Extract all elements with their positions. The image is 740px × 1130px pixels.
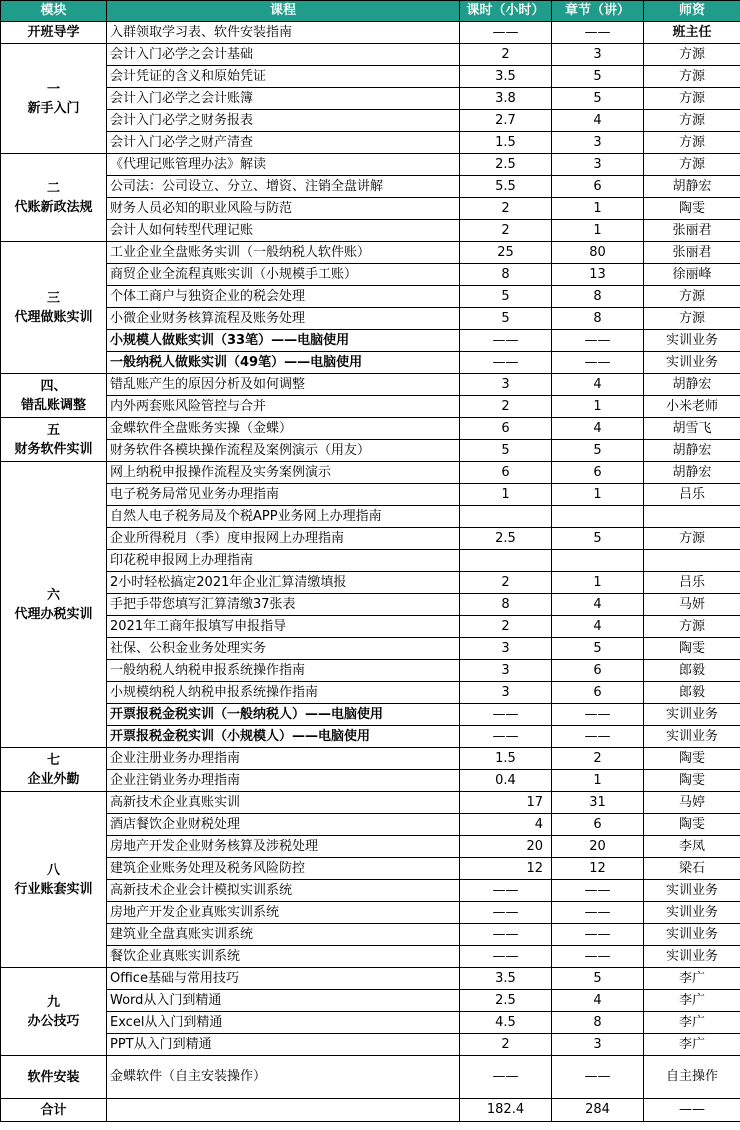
course-cell: 企业注销业务办理指南 [107, 770, 460, 792]
chapters-cell: —— [552, 946, 644, 968]
chapters-cell: 13 [552, 264, 644, 286]
hours-cell: 2.5 [460, 528, 552, 550]
chapters-cell: 4 [552, 616, 644, 638]
hours-cell: 2.5 [460, 990, 552, 1012]
chapters-cell: 8 [552, 286, 644, 308]
teacher-cell: 马婷 [644, 792, 740, 814]
course-cell: Office基础与常用技巧 [107, 968, 460, 990]
hours-cell: 4.5 [460, 1012, 552, 1034]
module-number: 三 [46, 290, 60, 306]
hours-cell: —— [460, 924, 552, 946]
hours-cell: —— [460, 902, 552, 924]
module-number: 九 [46, 994, 60, 1010]
chapters-cell: —— [552, 1056, 644, 1099]
hours-cell: 5.5 [460, 176, 552, 198]
table-row [1, 264, 740, 286]
module-cell [1, 792, 107, 968]
teacher-cell: 张丽君 [644, 242, 740, 264]
chapters-cell: 5 [552, 66, 644, 88]
module-number: 六 [46, 587, 60, 603]
teacher-cell: 方源 [644, 308, 740, 330]
chapters-cell: 6 [552, 682, 644, 704]
teacher-cell: 实训业务 [644, 924, 740, 946]
table-row [1, 44, 740, 66]
teacher-cell: 胡雪飞 [644, 418, 740, 440]
course-cell: 会计人如何转型代理记账 [107, 220, 460, 242]
hours-cell: 5 [460, 286, 552, 308]
hours-cell: 3.8 [460, 88, 552, 110]
chapters-cell: 5 [552, 528, 644, 550]
teacher-cell: 胡静宏 [644, 440, 740, 462]
hours-cell: —— [460, 880, 552, 902]
course-cell: 小微企业财务核算流程及账务处理 [107, 308, 460, 330]
chapters-cell: 3 [552, 1034, 644, 1056]
hours-cell: 8 [460, 264, 552, 286]
table-row [1, 946, 740, 968]
chapters-cell: 1 [552, 198, 644, 220]
course-cell: 建筑企业账务处理及税务风险防控 [107, 858, 460, 880]
table-row [1, 110, 740, 132]
chapters-cell: 3 [552, 154, 644, 176]
table-body [1, 22, 740, 1122]
hours-cell: 2 [460, 572, 552, 594]
chapters-cell: —— [552, 924, 644, 946]
teacher-cell: 实训业务 [644, 726, 740, 748]
course-cell: 网上纳税申报操作流程及实务案例演示 [107, 462, 460, 484]
chapters-cell: 1 [552, 220, 644, 242]
teacher-cell: 自主操作 [644, 1056, 740, 1099]
module-number: 五 [46, 422, 60, 438]
hours-cell: 3 [460, 682, 552, 704]
chapters-cell [552, 506, 644, 528]
teacher-cell [644, 506, 740, 528]
chapters-cell: 80 [552, 242, 644, 264]
course-cell: 个体工商户与独资企业的税会处理 [107, 286, 460, 308]
table-row [1, 748, 740, 770]
table-row [1, 418, 740, 440]
course-cell: 一般纳税人做账实训（49笔）——电脑使用 [107, 352, 460, 374]
teacher-cell: 方源 [644, 154, 740, 176]
teacher-cell: 实训业务 [644, 902, 740, 924]
table-row [1, 968, 740, 990]
course-cell: 企业注册业务办理指南 [107, 748, 460, 770]
module-name: 企业外勤 [27, 771, 80, 787]
teacher-cell: 马妍 [644, 594, 740, 616]
intro-row [1, 22, 740, 44]
course-cell: 内外两套账风险管控与合并 [107, 396, 460, 418]
chapters-cell [552, 550, 644, 572]
teacher-cell: 实训业务 [644, 880, 740, 902]
table-row [1, 484, 740, 506]
chapters-cell: 1 [552, 770, 644, 792]
header-hours: 课时（小时） [460, 1, 552, 22]
course-cell: 《代理记账管理办法》解读 [107, 154, 460, 176]
course-cell: 会计入门必学之财产清查 [107, 132, 460, 154]
hours-cell: 3 [460, 374, 552, 396]
course-cell: 小规模人做账实训（33笔）——电脑使用 [107, 330, 460, 352]
teacher-cell: 陶雯 [644, 748, 740, 770]
table-row [1, 924, 740, 946]
hours-cell: 12 [460, 858, 552, 880]
header-chapters: 章节（讲） [552, 1, 644, 22]
hours-cell: 5 [460, 308, 552, 330]
hours-cell: 3 [460, 638, 552, 660]
chapters-cell: —— [552, 330, 644, 352]
course-cell: 自然人电子税务局及个税APP业务网上办理指南 [107, 506, 460, 528]
table-row [1, 352, 740, 374]
table-row [1, 594, 740, 616]
chapters-cell: 4 [552, 418, 644, 440]
hours-cell: 2 [460, 198, 552, 220]
chapters-cell: 6 [552, 814, 644, 836]
teacher-cell: 胡静宏 [644, 374, 740, 396]
hours-cell: —— [460, 946, 552, 968]
chapters-cell: 3 [552, 132, 644, 154]
header-teacher: 师资 [644, 1, 740, 22]
course-cell: 公司法：公司设立、分立、增资、注销全盘讲解 [107, 176, 460, 198]
table-row [1, 154, 740, 176]
teacher-cell: 李广 [644, 1034, 740, 1056]
chapters-cell: 12 [552, 858, 644, 880]
course-cell: 商贸企业全流程真账实训（小规模手工账） [107, 264, 460, 286]
course-cell: 酒店餐饮企业财税处理 [107, 814, 460, 836]
hours-cell: —— [460, 726, 552, 748]
course-cell: 财务人员必知的职业风险与防范 [107, 198, 460, 220]
course-cell: 金蝶软件全盘账务实操（金蝶） [107, 418, 460, 440]
course-cell: 印花税申报网上办理指南 [107, 550, 460, 572]
total-hours: 182.4 [460, 1099, 552, 1122]
teacher-cell: 郎毅 [644, 660, 740, 682]
table-row [1, 440, 740, 462]
teacher-cell: 李凤 [644, 836, 740, 858]
hours-cell: —— [460, 704, 552, 726]
teacher-cell: 陶雯 [644, 770, 740, 792]
hours-cell: 3.5 [460, 968, 552, 990]
table-row [1, 660, 740, 682]
teacher-cell: 实训业务 [644, 330, 740, 352]
chapters-cell: 6 [552, 176, 644, 198]
module-number: 一 [46, 81, 60, 97]
table-row [1, 880, 740, 902]
teacher-cell: 方源 [644, 66, 740, 88]
teacher-cell: 陶雯 [644, 638, 740, 660]
course-cell: 一般纳税人纳税申报系统操作指南 [107, 660, 460, 682]
module-cell [1, 748, 107, 792]
chapters-cell: 20 [552, 836, 644, 858]
course-cell: 会计入门必学之会计基础 [107, 44, 460, 66]
teacher-cell [644, 550, 740, 572]
table-row [1, 242, 740, 264]
header-module: 模块 [1, 1, 107, 22]
course-cell: 会计凭证的含义和原始凭证 [107, 66, 460, 88]
module-name: 办公技巧 [27, 1013, 80, 1029]
course-cell: 开票报税金税实训（一般纳税人）——电脑使用 [107, 704, 460, 726]
teacher-cell: 吕乐 [644, 484, 740, 506]
chapters-cell: 4 [552, 594, 644, 616]
chapters-cell: 8 [552, 308, 644, 330]
teacher-cell: 实训业务 [644, 946, 740, 968]
table-row [1, 814, 740, 836]
table-row [1, 550, 740, 572]
teacher-cell: 郎毅 [644, 682, 740, 704]
chapters-cell: 5 [552, 638, 644, 660]
teacher-cell: 方源 [644, 528, 740, 550]
teacher-cell: 陶雯 [644, 814, 740, 836]
chapters-cell: 6 [552, 462, 644, 484]
chapters-cell: 2 [552, 748, 644, 770]
module-cell [1, 154, 107, 242]
teacher-cell: 实训业务 [644, 704, 740, 726]
hours-cell: 3 [460, 660, 552, 682]
chapters-cell: 1 [552, 396, 644, 418]
software-row [1, 1056, 740, 1099]
chapters-cell: —— [552, 22, 644, 44]
hours-cell: 0.4 [460, 770, 552, 792]
hours-cell: 6 [460, 418, 552, 440]
chapters-cell: —— [552, 880, 644, 902]
module-number: 二 [46, 180, 60, 196]
teacher-cell: 李广 [644, 968, 740, 990]
table-row [1, 616, 740, 638]
table-row [1, 858, 740, 880]
table-row [1, 66, 740, 88]
module-cell [1, 242, 107, 374]
chapters-cell: 4 [552, 990, 644, 1012]
hours-cell: 2 [460, 44, 552, 66]
chapters-cell: 31 [552, 792, 644, 814]
course-cell: 房地产开发企业真账实训系统 [107, 902, 460, 924]
header-course: 课程 [107, 1, 460, 22]
table-row [1, 506, 740, 528]
hours-cell: —— [460, 352, 552, 374]
hours-cell: 2 [460, 220, 552, 242]
module-name: 错乱账调整 [20, 397, 86, 413]
chapters-cell: 5 [552, 440, 644, 462]
teacher-cell: 李广 [644, 1012, 740, 1034]
teacher-cell: 方源 [644, 286, 740, 308]
teacher-cell: 方源 [644, 44, 740, 66]
hours-cell: 25 [460, 242, 552, 264]
table-row [1, 396, 740, 418]
course-cell: 房地产开发企业财务核算及涉税处理 [107, 836, 460, 858]
course-cell: 企业所得税月（季）度申报网上办理指南 [107, 528, 460, 550]
table-row [1, 990, 740, 1012]
teacher-cell: 梁石 [644, 858, 740, 880]
table-row [1, 638, 740, 660]
course-cell: 高新技术企业真账实训 [107, 792, 460, 814]
course-cell: Excel从入门到精通 [107, 1012, 460, 1034]
total-chapters: 284 [552, 1099, 644, 1122]
table-row [1, 682, 740, 704]
course-cell: 2021年工商年报填写申报指导 [107, 616, 460, 638]
total-teacher: —— [644, 1099, 740, 1122]
course-cell: PPT从入门到精通 [107, 1034, 460, 1056]
chapters-cell: —— [552, 352, 644, 374]
teacher-cell: 胡静宏 [644, 176, 740, 198]
module-name: 行业账套实训 [14, 881, 93, 897]
course-cell: 高新技术企业会计模拟实训系统 [107, 880, 460, 902]
table-row [1, 572, 740, 594]
course-cell: 建筑业全盘真账实训系统 [107, 924, 460, 946]
course-cell: 开票报税金税实训（小规模人）——电脑使用 [107, 726, 460, 748]
module-name: 财务软件实训 [14, 441, 93, 457]
module-number: 八 [46, 862, 60, 878]
teacher-cell: 方源 [644, 110, 740, 132]
teacher-cell: 方源 [644, 88, 740, 110]
chapters-cell: 4 [552, 374, 644, 396]
hours-cell: 8 [460, 594, 552, 616]
chapters-cell: 6 [552, 660, 644, 682]
hours-cell: 2.5 [460, 154, 552, 176]
course-cell: 错乱账产生的原因分析及如何调整 [107, 374, 460, 396]
module-cell [1, 462, 107, 748]
hours-cell: 1.5 [460, 132, 552, 154]
hours-cell: 1 [460, 484, 552, 506]
table-row [1, 528, 740, 550]
hours-cell: 2 [460, 396, 552, 418]
teacher-cell: 方源 [644, 132, 740, 154]
module-cell [1, 374, 107, 418]
table-row [1, 792, 740, 814]
table-row [1, 726, 740, 748]
table-row [1, 330, 740, 352]
teacher-cell: 胡静宏 [644, 462, 740, 484]
table-row [1, 704, 740, 726]
chapters-cell: 1 [552, 572, 644, 594]
teacher-cell: 方源 [644, 616, 740, 638]
course-cell: 会计入门必学之财务报表 [107, 110, 460, 132]
course-cell: 社保、公积金业务处理实务 [107, 638, 460, 660]
hours-cell [460, 506, 552, 528]
teacher-cell: 小米老师 [644, 396, 740, 418]
hours-cell: 5 [460, 440, 552, 462]
hours-cell: 2.7 [460, 110, 552, 132]
course-cell: 财务软件各模块操作流程及案例演示（用友） [107, 440, 460, 462]
module-name: 代账新政法规 [14, 199, 93, 215]
hours-cell: 4 [460, 814, 552, 836]
course-cell: 小规模纳税人纳税申报系统操作指南 [107, 682, 460, 704]
teacher-cell: 张丽君 [644, 220, 740, 242]
teacher-cell: 班主任 [644, 22, 740, 44]
hours-cell: 2 [460, 616, 552, 638]
course-cell: 电子税务局常见业务办理指南 [107, 484, 460, 506]
chapters-cell: —— [552, 902, 644, 924]
header-row [1, 1, 740, 22]
teacher-cell: 实训业务 [644, 352, 740, 374]
course-cell: 手把手带您填写汇算清缴37张表 [107, 594, 460, 616]
teacher-cell: 吕乐 [644, 572, 740, 594]
table-row [1, 308, 740, 330]
hours-cell: —— [460, 330, 552, 352]
table-row [1, 176, 740, 198]
module-number: 四、 [40, 378, 67, 394]
table-row [1, 88, 740, 110]
table-row [1, 462, 740, 484]
chapters-cell: 5 [552, 968, 644, 990]
teacher-cell: 徐丽峰 [644, 264, 740, 286]
course-cell: 2小时轻松搞定2021年企业汇算清缴填报 [107, 572, 460, 594]
chapters-cell: —— [552, 704, 644, 726]
course-cell: 入群领取学习表、软件安装指南 [107, 22, 460, 44]
total-row [1, 1099, 740, 1122]
table-row [1, 132, 740, 154]
hours-cell: 20 [460, 836, 552, 858]
total-course [107, 1099, 460, 1122]
course-cell: 会计入门必学之会计账簿 [107, 88, 460, 110]
hours-cell: —— [460, 22, 552, 44]
course-cell: 餐饮企业真账实训系统 [107, 946, 460, 968]
module-cell [1, 968, 107, 1056]
hours-cell: 3.5 [460, 66, 552, 88]
chapters-cell: —— [552, 726, 644, 748]
course-cell: 工业企业全盘账务实训（一般纳税人软件账） [107, 242, 460, 264]
module-software: 软件安装 [1, 1056, 107, 1099]
table-row [1, 1034, 740, 1056]
hours-cell [460, 550, 552, 572]
table-row [1, 902, 740, 924]
table-row [1, 220, 740, 242]
course-cell: Word从入门到精通 [107, 990, 460, 1012]
table-row [1, 374, 740, 396]
module-name: 代理办税实训 [14, 606, 93, 622]
chapters-cell: 8 [552, 1012, 644, 1034]
chapters-cell: 4 [552, 110, 644, 132]
table-row [1, 1012, 740, 1034]
table-row [1, 770, 740, 792]
hours-cell: 2 [460, 1034, 552, 1056]
hours-cell: 17 [460, 792, 552, 814]
course-cell: 金蝶软件（自主安装操作） [107, 1056, 460, 1099]
chapters-cell: 5 [552, 88, 644, 110]
module-intro: 开班导学 [1, 22, 107, 44]
hours-cell: 1.5 [460, 748, 552, 770]
module-name: 代理做账实训 [14, 309, 93, 325]
table-row [1, 286, 740, 308]
teacher-cell: 陶雯 [644, 198, 740, 220]
module-number: 七 [46, 752, 60, 768]
chapters-cell: 3 [552, 44, 644, 66]
table-row [1, 198, 740, 220]
total-label: 合计 [1, 1099, 107, 1122]
teacher-cell: 李广 [644, 990, 740, 1012]
module-cell [1, 44, 107, 154]
module-cell [1, 418, 107, 462]
hours-cell: 6 [460, 462, 552, 484]
module-name: 新手入门 [27, 100, 80, 116]
hours-cell: —— [460, 1056, 552, 1099]
table-row [1, 836, 740, 858]
chapters-cell: 1 [552, 484, 644, 506]
